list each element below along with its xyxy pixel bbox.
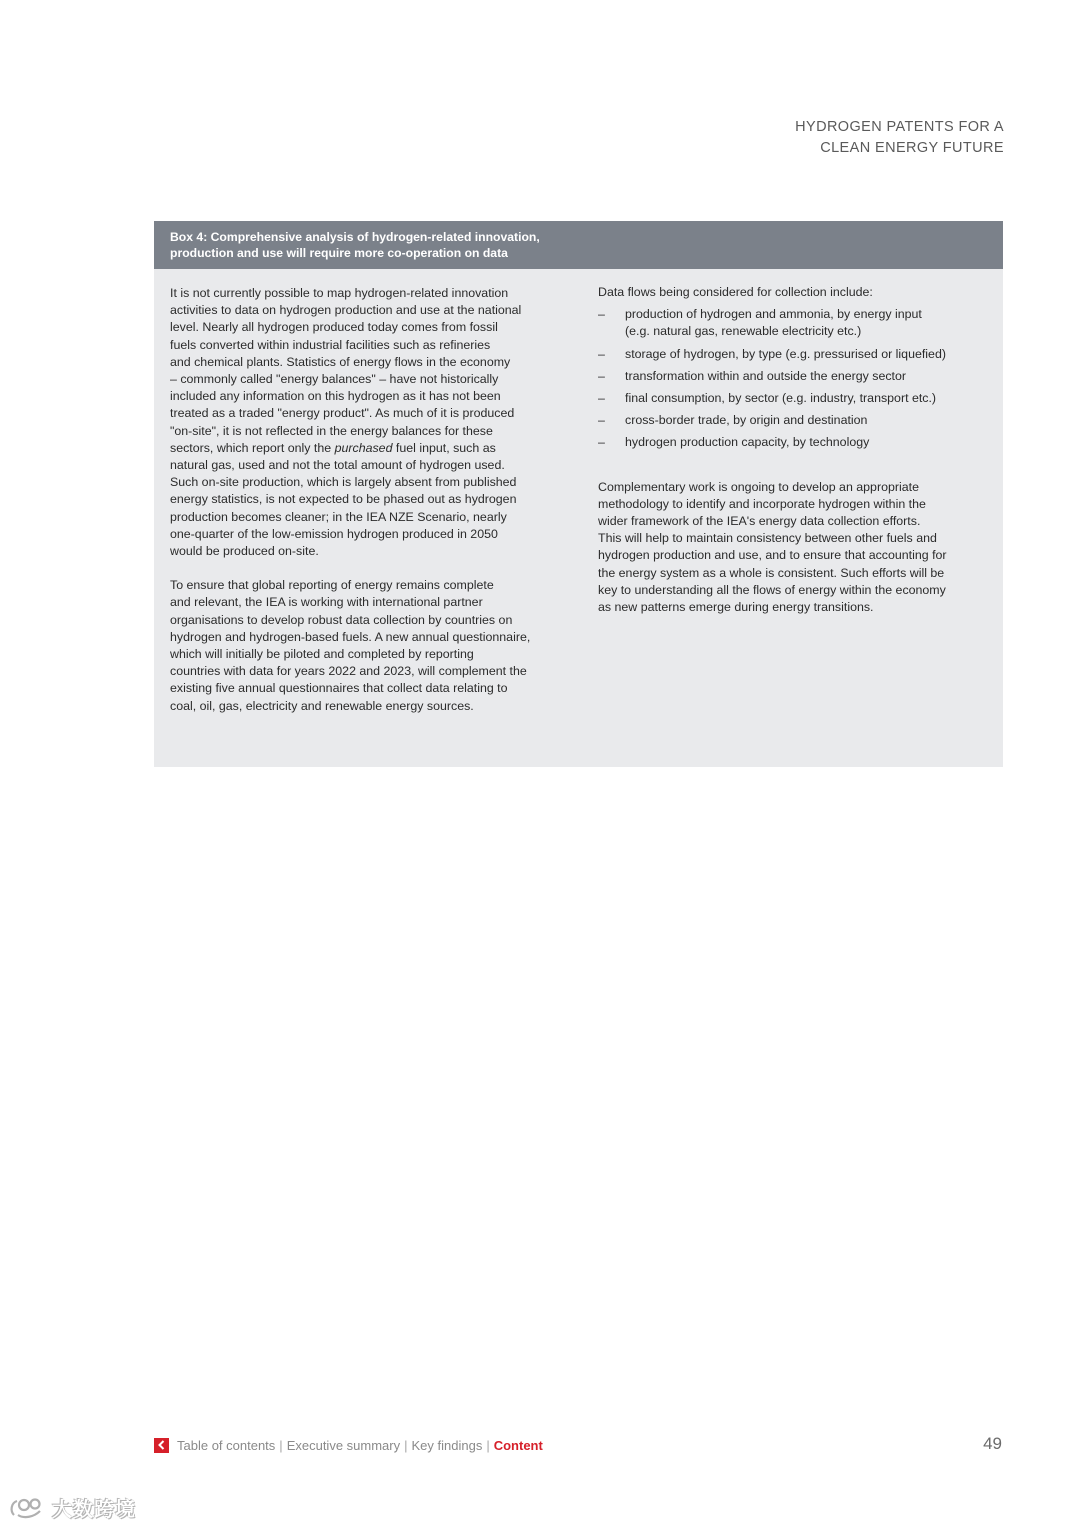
text-line: existing five annual questionnaires that collect data relating to	[170, 681, 508, 696]
footer-navigation	[154, 1436, 543, 1454]
list-item	[598, 368, 990, 385]
paragraph-complementary-work	[598, 479, 990, 617]
nav-link-key-findings[interactable]: Key findings	[411, 1437, 483, 1453]
nav-link-table-of-contents[interactable]: Table of contents	[177, 1437, 276, 1453]
text-line: activities to data on hydrogen production and use at the national	[170, 303, 522, 318]
list-item-text: hydrogen production capacity, by technology	[625, 435, 870, 450]
dash-bullet: –	[598, 391, 605, 406]
info-box	[154, 221, 1003, 767]
emphasis-purchased: purchased	[334, 440, 393, 455]
nav-separator: |	[486, 1437, 490, 1453]
header-title-line2: CLEAN ENERGY FUTURE	[820, 140, 1004, 156]
text-line: treated as a traded "energy product". As much of it is produced	[170, 406, 515, 421]
text-line	[170, 440, 562, 457]
nav-link-content[interactable]: Content	[493, 1437, 543, 1453]
list-item	[598, 434, 990, 451]
list-item	[598, 390, 990, 407]
dash-bullet: –	[598, 435, 605, 450]
text-line: energy statistics, is not expected to be phased out as hydrogen	[170, 492, 517, 507]
data-flows-intro: Data flows being considered for collection include:	[598, 285, 873, 299]
box-title-line1: Box 4: Comprehensive analysis of hydrogen-related innovation,	[170, 230, 540, 244]
text-line: methodology to identify and incorporate hydrogen within the	[598, 496, 926, 511]
text-line: Such on-site production, which is largely absent from published	[170, 475, 517, 490]
list-item	[598, 412, 990, 429]
dash-bullet: –	[598, 368, 605, 383]
text-line: would be produced on-site.	[170, 544, 319, 559]
text-segment: sectors, which report only the	[170, 440, 335, 455]
text-line: natural gas, used and not the total amount of hydrogen used.	[170, 458, 505, 473]
dash-bullet: –	[598, 346, 605, 361]
text-line: one-quarter of the low-emission hydrogen produced in 2050	[170, 526, 498, 541]
list-item	[598, 346, 990, 363]
dash-bullet: –	[598, 307, 605, 322]
text-line: as new patterns emerge during energy transitions.	[598, 600, 874, 615]
list-item-text: transformation within and outside the energy sector	[625, 368, 907, 383]
paragraph-onsite-production	[170, 285, 562, 560]
nav-link-executive-summary[interactable]: Executive summary	[286, 1437, 401, 1453]
list-item-text: final consumption, by sector (e.g. industry, transport etc.)	[625, 391, 937, 406]
list-item-text: production of hydrogen and ammonia, by energy input	[625, 307, 922, 322]
watermark	[8, 1493, 136, 1522]
text-line: fuels converted within industrial facilities such as refineries	[170, 337, 491, 352]
dash-bullet: –	[598, 413, 605, 428]
text-line: and relevant, the IEA is working with international partner	[170, 595, 483, 610]
text-line: coal, oil, gas, electricity and renewable energy sources.	[170, 698, 474, 713]
paragraph-global-reporting	[170, 577, 562, 715]
nav-separator: |	[279, 1437, 283, 1453]
text-line: It is not currently possible to map hydrogen-related innovation	[170, 286, 509, 300]
text-line: hydrogen and hydrogen-based fuels. A new annual questionnaire,	[170, 629, 531, 644]
list-item-text: (e.g. natural gas, renewable electricity etc.)	[625, 324, 862, 339]
watermark-logo-icon	[8, 1495, 50, 1521]
page-number: 49	[983, 1434, 1002, 1453]
list-item	[598, 306, 990, 340]
data-flows-list	[598, 306, 990, 451]
text-line: This will help to maintain consistency between other fuels and	[598, 531, 937, 546]
box-left-column	[170, 285, 562, 732]
header-title-line1: HYDROGEN PATENTS FOR A	[795, 119, 1004, 135]
text-line: and chemical plants. Statistics of energy flows in the economy	[170, 354, 511, 369]
text-line: the energy system as a whole is consistent. Such efforts will be	[598, 565, 945, 580]
text-line: hydrogen production and use, and to ensure that accounting for	[598, 548, 947, 563]
list-item-text: storage of hydrogen, by type (e.g. pressurised or liquefied)	[625, 346, 946, 361]
text-line: level. Nearly all hydrogen produced today comes from fossil	[170, 320, 498, 335]
text-line: – commonly called "energy balances" – have not historically	[170, 372, 499, 387]
box-right-column	[598, 284, 990, 633]
box-title-line2: production and use will require more co-operation on data	[170, 246, 508, 260]
running-header	[795, 117, 1004, 159]
box-title	[154, 221, 1003, 269]
text-line: "on-site", it is not reflected in the energy balances for these	[170, 423, 493, 438]
list-item-text: cross-border trade, by origin and destination	[625, 413, 868, 428]
chevron-left-icon[interactable]	[154, 1438, 169, 1453]
text-line: wider framework of the IEA's energy data collection efforts.	[598, 514, 921, 529]
text-line: Complementary work is ongoing to develop an appropriate	[598, 479, 919, 494]
text-line: production becomes cleaner; in the IEA NZE Scenario, nearly	[170, 509, 507, 524]
nav-separator: |	[404, 1437, 408, 1453]
text-line: which will initially be piloted and completed by reporting	[170, 647, 474, 662]
text-line: To ensure that global reporting of energy remains complete	[170, 578, 494, 593]
watermark-text: 大数跨境	[52, 1499, 136, 1521]
text-line: included any information on this hydrogen as it has not been	[170, 389, 501, 404]
text-segment: fuel input, such as	[392, 440, 496, 455]
text-line: key to understanding all the flows of energy within the economy	[598, 582, 946, 597]
text-line: countries with data for years 2022 and 2023, will complement the	[170, 664, 527, 679]
text-line: organisations to develop robust data collection by countries on	[170, 612, 513, 627]
